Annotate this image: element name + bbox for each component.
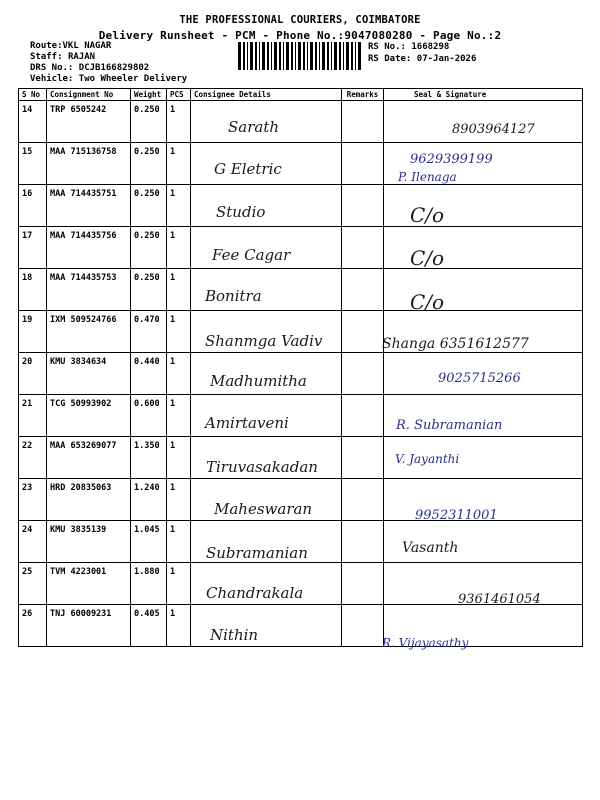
- seal-signature-cell: [384, 101, 583, 143]
- drs-line: [30, 63, 149, 73]
- table-row: [19, 479, 583, 521]
- barcode-bar: [343, 42, 344, 70]
- consignee-cell: [191, 521, 342, 563]
- remarks-cell: [342, 311, 384, 353]
- handwritten-consignee: Tiruvasakadan: [206, 458, 318, 476]
- remarks-cell: [342, 143, 384, 185]
- weight-cell: 1.880: [131, 563, 167, 605]
- seal-signature-cell: [384, 521, 583, 563]
- seal-signature-cell: [384, 437, 583, 479]
- consignee-cell: [191, 143, 342, 185]
- table-row: [19, 311, 583, 353]
- consignee-cell: [191, 395, 342, 437]
- sno-cell: 24: [19, 521, 47, 563]
- handwritten-signature: R. Vijayasathy: [382, 636, 469, 650]
- barcode-bar: [334, 42, 337, 70]
- barcode-bar: [303, 42, 305, 70]
- pcs-cell: 1: [167, 521, 191, 563]
- sno-cell: 21: [19, 395, 47, 437]
- barcode-bar: [271, 42, 272, 70]
- pcs-cell: 1: [167, 143, 191, 185]
- remarks-cell: [342, 479, 384, 521]
- route-line: [30, 41, 111, 51]
- barcode-bar: [247, 42, 248, 70]
- handwritten-signature: 9952311001: [415, 508, 498, 523]
- table-row: [19, 521, 583, 563]
- route-label: Route:: [30, 41, 63, 51]
- vehicle-label: Vehicle:: [30, 74, 74, 84]
- consignee-cell: [191, 437, 342, 479]
- weight-cell: 0.250: [131, 227, 167, 269]
- remarks-cell: [342, 521, 384, 563]
- remarks-cell: [342, 605, 384, 647]
- seal-signature-cell: [384, 227, 583, 269]
- pcs-cell: 1: [167, 563, 191, 605]
- pcs-cell: 1: [167, 605, 191, 647]
- barcode-bar: [355, 42, 356, 70]
- barcode-bar: [295, 42, 296, 70]
- consignee-cell: [191, 479, 342, 521]
- barcode-bar: [310, 42, 313, 70]
- weight-cell: 0.250: [131, 101, 167, 143]
- weight-cell: 0.250: [131, 185, 167, 227]
- col-header-pcs: PCS: [167, 89, 191, 101]
- barcode-bar: [307, 42, 308, 70]
- consignee-cell: [191, 269, 342, 311]
- seal-signature-cell: [384, 185, 583, 227]
- consignment-cell: MAA 653269077: [47, 437, 131, 479]
- consignment-cell: MAA 714435753: [47, 269, 131, 311]
- remarks-cell: [342, 101, 384, 143]
- barcode: [238, 42, 363, 70]
- sno-cell: 25: [19, 563, 47, 605]
- seal-signature-cell: [384, 479, 583, 521]
- consignee-cell: [191, 605, 342, 647]
- company-title: THE PROFESSIONAL COURIERS, COIMBATORE: [179, 14, 421, 26]
- staff-line: [30, 52, 95, 62]
- handwritten-consignee: G Eletric: [214, 160, 282, 178]
- weight-cell: 0.250: [131, 143, 167, 185]
- consignment-cell: IXM 509524766: [47, 311, 131, 353]
- barcode-bar: [279, 42, 281, 70]
- handwritten-consignee: Maheswaran: [214, 500, 313, 518]
- weight-cell: 1.240: [131, 479, 167, 521]
- consignee-cell: [191, 227, 342, 269]
- table-row: [19, 269, 583, 311]
- table-row: [19, 101, 583, 143]
- sno-cell: 16: [19, 185, 47, 227]
- consignment-cell: TCG 50993902: [47, 395, 131, 437]
- handwritten-consignee: Sarath: [228, 118, 280, 136]
- consignment-cell: TNJ 60009231: [47, 605, 131, 647]
- handwritten-signature: C/o: [410, 290, 445, 314]
- weight-cell: 1.045: [131, 521, 167, 563]
- table-row: [19, 395, 583, 437]
- barcode-bar: [262, 42, 265, 70]
- handwritten-signature: Vasanth: [402, 540, 459, 556]
- table-header-row: [19, 89, 583, 101]
- barcode-bar: [339, 42, 341, 70]
- handwritten-consignee: Studio: [216, 203, 266, 221]
- handwritten-consignee: Subramanian: [206, 544, 308, 562]
- consignment-cell: TVM 4223001: [47, 563, 131, 605]
- weight-cell: 0.250: [131, 269, 167, 311]
- consignee-cell: [191, 353, 342, 395]
- barcode-bar: [250, 42, 253, 70]
- barcode-bar: [346, 42, 349, 70]
- seal-signature-cell: [384, 353, 583, 395]
- sno-cell: 26: [19, 605, 47, 647]
- barcode-bar: [315, 42, 317, 70]
- vehicle-line: [30, 74, 187, 84]
- consignment-cell: MAA 714435751: [47, 185, 131, 227]
- handwritten-signature: P. Ilenaga: [398, 170, 457, 184]
- pcs-cell: 1: [167, 269, 191, 311]
- pcs-cell: 1: [167, 437, 191, 479]
- rs-date-line: [368, 54, 476, 64]
- seal-signature-cell: [384, 395, 583, 437]
- pcs-cell: 1: [167, 395, 191, 437]
- table-row: [19, 227, 583, 269]
- barcode-bar: [259, 42, 260, 70]
- consignment-cell: TRP 6505242: [47, 101, 131, 143]
- pcs-cell: 1: [167, 185, 191, 227]
- col-header-seal-signature: Seal & Signature: [384, 89, 583, 101]
- drs-value: DCJB166829802: [78, 63, 150, 73]
- weight-cell: 0.440: [131, 353, 167, 395]
- staff-value: RAJAN: [67, 52, 96, 62]
- barcode-bar: [291, 42, 293, 70]
- col-header-consignment: Consignment No: [47, 89, 131, 101]
- remarks-cell: [342, 563, 384, 605]
- barcode-bar: [283, 42, 284, 70]
- consignment-cell: MAA 715136758: [47, 143, 131, 185]
- handwritten-consignee: Madhumitha: [210, 372, 307, 390]
- handwritten-consignee: Shanmga Vadiv: [205, 332, 323, 350]
- seal-signature-cell: [384, 605, 583, 647]
- remarks-cell: [342, 269, 384, 311]
- sno-cell: 17: [19, 227, 47, 269]
- handwritten-consignee: Amirtaveni: [205, 414, 289, 432]
- barcode-bar: [327, 42, 329, 70]
- seal-signature-cell: [384, 143, 583, 185]
- barcode-bar: [286, 42, 289, 70]
- sno-cell: 19: [19, 311, 47, 353]
- barcode-bar: [319, 42, 320, 70]
- barcode-bar: [243, 42, 245, 70]
- pcs-cell: 1: [167, 479, 191, 521]
- rs-no-value: 1668298: [411, 42, 450, 52]
- drs-label: DRS No.:: [30, 63, 74, 73]
- consignment-cell: KMU 3835139: [47, 521, 131, 563]
- handwritten-consignee: Nithin: [210, 626, 259, 644]
- runsheet-table: [18, 88, 583, 647]
- consignment-cell: KMU 3834634: [47, 353, 131, 395]
- handwritten-consignee: Fee Cagar: [212, 246, 291, 264]
- consignee-cell: [191, 101, 342, 143]
- sno-cell: 23: [19, 479, 47, 521]
- handwritten-signature: V. Jayanthi: [395, 452, 460, 466]
- handwritten-signature: Shanga 6351612577: [382, 336, 529, 352]
- seal-signature-cell: [384, 269, 583, 311]
- seal-signature-cell: [384, 563, 583, 605]
- route-value: VKL NAGAR: [62, 41, 112, 51]
- barcode-bar: [238, 42, 241, 70]
- handwritten-signature: 9361461054: [458, 592, 541, 607]
- remarks-cell: [342, 185, 384, 227]
- rs-date-value: 07-Jan-2026: [416, 54, 477, 64]
- table-row: [19, 143, 583, 185]
- handwritten-signature: 9629399199: [410, 152, 493, 167]
- handwritten-signature: C/o: [410, 203, 445, 227]
- barcode-bar: [274, 42, 277, 70]
- staff-label: Staff:: [30, 52, 63, 62]
- barcode-bar: [351, 42, 353, 70]
- consignee-cell: [191, 185, 342, 227]
- table-row: [19, 605, 583, 647]
- rs-no-line: [368, 42, 449, 52]
- sno-cell: 14: [19, 101, 47, 143]
- consignment-cell: HRD 20835063: [47, 479, 131, 521]
- remarks-cell: [342, 437, 384, 479]
- col-header-remarks: Remarks: [342, 89, 384, 101]
- pcs-cell: 1: [167, 311, 191, 353]
- sno-cell: 18: [19, 269, 47, 311]
- remarks-cell: [342, 353, 384, 395]
- barcode-bar: [298, 42, 301, 70]
- col-header-weight: Weight: [131, 89, 167, 101]
- consignee-cell: [191, 311, 342, 353]
- pcs-cell: 1: [167, 353, 191, 395]
- handwritten-signature: 9025715266: [438, 371, 521, 386]
- barcode-bar: [255, 42, 257, 70]
- rs-date-label: RS Date:: [368, 54, 412, 64]
- barcode-bar: [358, 42, 361, 70]
- seal-signature-cell: [384, 311, 583, 353]
- handwritten-consignee: Bonitra: [205, 287, 262, 305]
- vehicle-value: Two Wheeler Delivery: [78, 74, 188, 84]
- consignment-cell: MAA 714435756: [47, 227, 131, 269]
- barcode-bar: [267, 42, 269, 70]
- weight-cell: 0.600: [131, 395, 167, 437]
- remarks-cell: [342, 227, 384, 269]
- weight-cell: 0.470: [131, 311, 167, 353]
- pcs-cell: 1: [167, 227, 191, 269]
- pcs-cell: 1: [167, 101, 191, 143]
- sno-cell: 20: [19, 353, 47, 395]
- rs-no-label: RS No.:: [368, 42, 406, 52]
- handwritten-consignee: Chandrakala: [206, 584, 304, 602]
- sno-cell: 15: [19, 143, 47, 185]
- weight-cell: 1.350: [131, 437, 167, 479]
- remarks-cell: [342, 395, 384, 437]
- table-row: [19, 437, 583, 479]
- barcode-bar: [331, 42, 332, 70]
- consignee-cell: [191, 563, 342, 605]
- weight-cell: 0.405: [131, 605, 167, 647]
- table-row: [19, 563, 583, 605]
- table-row: [19, 353, 583, 395]
- barcode-bar: [322, 42, 325, 70]
- col-header-consignee: Consignee Details: [191, 89, 342, 101]
- handwritten-signature: 8903964127: [452, 122, 535, 137]
- handwritten-signature: C/o: [410, 246, 445, 270]
- col-header-sno: S No: [19, 89, 47, 101]
- sno-cell: 22: [19, 437, 47, 479]
- table-row: [19, 185, 583, 227]
- runsheet-subtitle: Delivery Runsheet - PCM - Phone No.:9047080280 - Page No.:2: [98, 29, 502, 42]
- handwritten-signature: R. Subramanian: [396, 418, 503, 433]
